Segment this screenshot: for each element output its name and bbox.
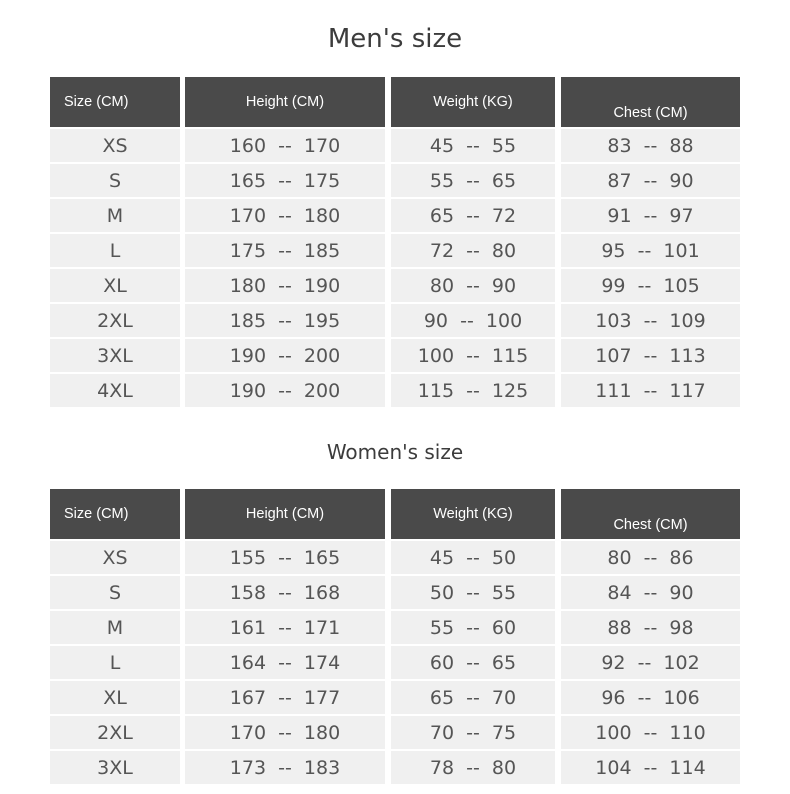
cell-chest: 91 -- 97 (561, 199, 740, 232)
cell-height: 155 -- 165 (185, 541, 385, 574)
header-height: Height (CM) (185, 489, 385, 539)
cell-weight: 45 -- 55 (391, 129, 555, 162)
table-header-row (50, 77, 740, 127)
cell-chest: 111 -- 117 (561, 374, 740, 407)
cell-weight: 90 -- 100 (391, 304, 555, 337)
cell-chest: 96 -- 106 (561, 681, 740, 714)
cell-height: 180 -- 190 (185, 269, 385, 302)
cell-weight: 65 -- 70 (391, 681, 555, 714)
header-chest: Chest (CM) (561, 77, 740, 127)
cell-weight: 70 -- 75 (391, 716, 555, 749)
cell-weight: 100 -- 115 (391, 339, 555, 372)
table-row (50, 164, 740, 197)
header-chest: Chest (CM) (561, 489, 740, 539)
mens-size-title: Men's size (327, 24, 463, 54)
cell-height: 165 -- 175 (185, 164, 385, 197)
cell-height: 190 -- 200 (185, 374, 385, 407)
header-size: Size (CM) (50, 489, 180, 539)
cell-size: L (50, 646, 180, 679)
table-row (50, 716, 740, 749)
cell-weight: 50 -- 55 (391, 576, 555, 609)
table-row (50, 751, 740, 784)
cell-size: 3XL (50, 339, 180, 372)
womens-size-title: Women's size (326, 440, 464, 464)
cell-chest: 88 -- 98 (561, 611, 740, 644)
cell-chest: 80 -- 86 (561, 541, 740, 574)
table-row (50, 541, 740, 574)
cell-size: XS (50, 129, 180, 162)
cell-weight: 65 -- 72 (391, 199, 555, 232)
cell-chest: 104 -- 114 (561, 751, 740, 784)
cell-weight: 55 -- 65 (391, 164, 555, 197)
cell-height: 190 -- 200 (185, 339, 385, 372)
table-row (50, 611, 740, 644)
cell-height: 164 -- 174 (185, 646, 385, 679)
cell-chest: 87 -- 90 (561, 164, 740, 197)
table-row (50, 576, 740, 609)
cell-size: XL (50, 269, 180, 302)
table-header-row (50, 489, 740, 539)
table-row (50, 646, 740, 679)
cell-size: M (50, 199, 180, 232)
header-size: Size (CM) (50, 77, 180, 127)
table-row (50, 681, 740, 714)
cell-size: 2XL (50, 304, 180, 337)
cell-weight: 80 -- 90 (391, 269, 555, 302)
cell-chest: 92 -- 102 (561, 646, 740, 679)
cell-size: S (50, 576, 180, 609)
cell-size: 3XL (50, 751, 180, 784)
cell-size: S (50, 164, 180, 197)
cell-size: XS (50, 541, 180, 574)
mens-size-table (50, 77, 740, 409)
cell-weight: 45 -- 50 (391, 541, 555, 574)
cell-height: 173 -- 183 (185, 751, 385, 784)
cell-height: 175 -- 185 (185, 234, 385, 267)
cell-chest: 84 -- 90 (561, 576, 740, 609)
table-row (50, 129, 740, 162)
header-weight: Weight (KG) (391, 77, 555, 127)
cell-chest: 100 -- 110 (561, 716, 740, 749)
cell-weight: 115 -- 125 (391, 374, 555, 407)
cell-height: 158 -- 168 (185, 576, 385, 609)
cell-size: 2XL (50, 716, 180, 749)
table-row (50, 199, 740, 232)
cell-chest: 107 -- 113 (561, 339, 740, 372)
table-row (50, 374, 740, 407)
table-row (50, 269, 740, 302)
womens-size-table (50, 489, 740, 786)
cell-weight: 72 -- 80 (391, 234, 555, 267)
table-row (50, 234, 740, 267)
cell-height: 185 -- 195 (185, 304, 385, 337)
cell-size: 4XL (50, 374, 180, 407)
cell-chest: 99 -- 105 (561, 269, 740, 302)
header-height: Height (CM) (185, 77, 385, 127)
cell-weight: 60 -- 65 (391, 646, 555, 679)
cell-chest: 83 -- 88 (561, 129, 740, 162)
header-weight: Weight (KG) (391, 489, 555, 539)
cell-size: XL (50, 681, 180, 714)
cell-height: 167 -- 177 (185, 681, 385, 714)
table-row (50, 304, 740, 337)
cell-weight: 78 -- 80 (391, 751, 555, 784)
cell-height: 170 -- 180 (185, 716, 385, 749)
cell-height: 160 -- 170 (185, 129, 385, 162)
cell-chest: 103 -- 109 (561, 304, 740, 337)
cell-height: 161 -- 171 (185, 611, 385, 644)
cell-weight: 55 -- 60 (391, 611, 555, 644)
cell-height: 170 -- 180 (185, 199, 385, 232)
table-row (50, 339, 740, 372)
cell-chest: 95 -- 101 (561, 234, 740, 267)
cell-size: L (50, 234, 180, 267)
cell-size: M (50, 611, 180, 644)
